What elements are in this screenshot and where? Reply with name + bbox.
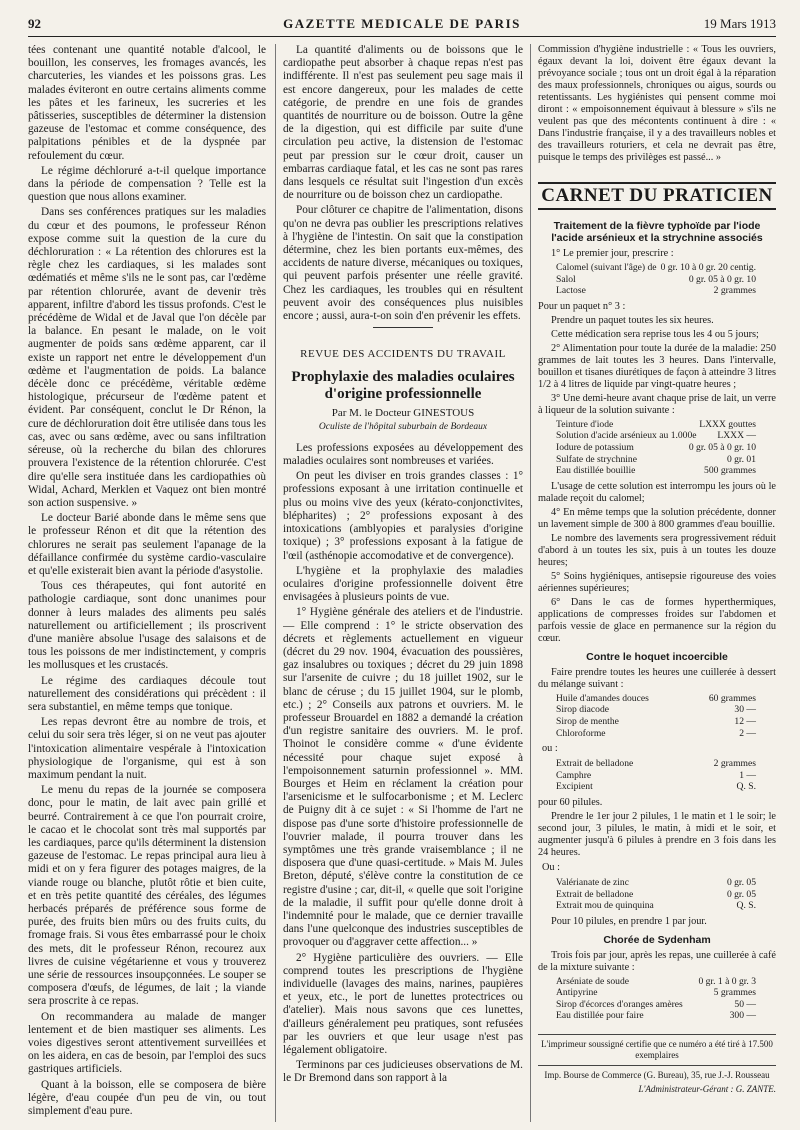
prescription-line: Calomel (suivant l'âge) de 0 gr. 10 à 0 gr. 20 centig.	[556, 262, 756, 273]
journal-title: GAZETTE MEDICALE DE PARIS	[283, 16, 521, 31]
page-number: 92	[28, 16, 41, 31]
paragraph: Les professions exposées au développement des maladies oculaires sont nombreuses et variées.	[283, 441, 523, 468]
prescription-line: Eau distillée bouillie 500 grammes	[556, 465, 756, 477]
paragraph: Prendre le 1er jour 2 pilules, 1 le matin et 1 le soir; le second jour, 3 pilules, le matin, à midi et le soir, et augmenter jusqu'à 6 pilules à prendre en 3 fois dans les 24 heures.	[538, 810, 776, 858]
prescription-line: Extrait mou de quinquina Q. S.	[556, 900, 756, 912]
article-title: Prophylaxie des maladies oculaires d'origine professionnelle	[291, 369, 515, 403]
paragraph: Le régime déchloruré a-t-il quelque importance dans la période de compensation ? Telle est la question que nous allons examiner.	[28, 164, 266, 204]
recipe-title: Traitement de la fièvre typhoïde par l'iode l'acide arsénieux et la strychnine associés	[551, 220, 763, 244]
prescription	[556, 419, 756, 477]
paragraph: Le régime des cardiaques découle tout naturellement des considérations qui précèdent : il sera substantiel, en même temps que tonique.	[28, 674, 266, 713]
paragraph: 1° Hygiène générale des ateliers et de l'industrie. — Elle comprend : 1° le stricte observation des décrets et règlements actuellement en vigueur (décret du 29 nov. 1904, évacuation des poussières, gaz insalubres ou toxiques ; décret du 29 juin 1898 sur l'arsenite de cuivre ; du 18 juillet 1902, sur le blanc de céruse ; du 15 juillet 1904, sur le plomb, etc.) ; 2° Conseils aux patrons et ouvriers. M. le professeur Brouardel en 1882 a demandé la création d'un registre sanitaire des ouvriers. M. le prof. Thoinot le considère comme « d'une évidente nécessité pour chaque sujet exposé à l'empoisonnement saturnin professionnel ». MM. Bourges et Heim en réclament la création pour l'arsenicisme et le sulfocarbonisme ; et M. Leclerc de Puigny dit à ce sujet : « Si l'homme de l'art ne dispose pas d'une sorte d'histoire professionnelle de l'ouvrier malade, il pourra trouver dans les symptômes une très grande vraisemblance ; il ne disposera que d'une quasi-certitude. » Mais M. Jules Breton, député, s'élève contre la constitution de ce registre d'usine ; car, dit-il, « quelle que soit l'origine de la maladie, il suffit pour qu'elle donne droit à l'indemnité pour le malade, que ce dernier travaille dans l'une quelconque des industries susceptibles de provoquer ou d'aggraver cette affection... »	[283, 606, 523, 949]
prescription-line: Solution d'acide arsénieux au 1.000e LXXX —	[556, 430, 756, 442]
paragraph: L'hygiène et la prophylaxie des maladies oculaires d'origine professionnelle doivent être envisagées à plusieurs points de vue.	[283, 564, 523, 604]
prescription-line: Excipient Q. S.	[556, 781, 756, 793]
paragraph: 3° Une demi-heure avant chaque prise de lait, un verre à liqueur de la solution suivante :	[538, 392, 776, 416]
alternative-label: Ou :	[542, 861, 561, 873]
paragraph: L'usage de cette solution est interrompu les jours où le malade reçoit du calomel;	[538, 480, 776, 504]
prescription-line: Iodure de potassium 0 gr. 05 à 0 gr. 10	[556, 441, 756, 453]
prescription-line: Antipyrine 5 grammes	[556, 987, 756, 999]
article-byline: Par M. le Docteur GINESTOUS	[331, 407, 475, 420]
column-rule	[530, 44, 531, 1122]
section-heading: REVUE DES ACCIDENTS DU TRAVAIL	[300, 348, 506, 361]
paragraph: Tous ces thérapeutes, qui font autorité en pathologie cardiaque, sont donc unanimes pour donner à leurs malades des aliments peu salés naturellement ou artificiellement ; ils proscrivent d'une manière absolue l'usage des salaisons et de tous les poissons de mer indistinctement, y compris les mollusques et les crustacés.	[28, 580, 266, 672]
prescription-line: Extrait de belladone 2 grammes	[556, 758, 756, 770]
prescription	[556, 693, 756, 739]
paragraph: pour 60 pilules.	[538, 796, 603, 808]
paragraph: Le menu du repas de la journée se composera donc, pour le matin, de lait avec pain grillé et beurré. Contrairement à ce que l'on pourrait croire, le cacao et le chocolat sont très mal supportés par les cardiaques, parce qu'ils déterminent la distension gazeuse de l'estomac. Le repas principal aura lieu à midi et on y fera figurer des potages maigres, de la viande rouge ou blanche, plutôt rôtie et bien cuite, et en très petite quantité des céréales, des légumes herbacés préparés de préférence sous forme de purée, des fruits bien mûrs ou des fruits cuits, du fromage frais. Si vous êtes embarrassé pour le choix des mets, dit le professeur Rénon, recourez aux livres de cuisine végétarienne et vous y trouverez une série de ressources insoupçonnées. Le souper se composera d'œufs, de légumes, de lait ; la viande sera proscrite à ce repas.	[28, 784, 266, 1008]
prescription	[556, 262, 756, 297]
paragraph: Dans ses conférences pratiques sur les maladies du cœur et des poumons, le professeur Rénon expose comme suit la question de la cure du déchloruration : « La rétention des chlorures est la règle chez les cardiaques, si les malades sont œdématiés et même s'ils ne le sont pas, car l'œdème par rétention chlorurée, avant de devenir très apparent, infiltre d'abord les tissus profonds. C'est le précédème de Widal et de Javal que l'on décèle par la balance. En pesant le malade, on le voit augmenter de poids sans œdème apparent, car il existe un rapport net entre le développement d'un œdème et l'augmentation de poids. La balance décèle donc ce précédème, véritable œdème histologique, précurseur de l'œdème patent et évident. Par conséquent, conclut le Dr Rénon, la cure de déchloruration doit être utilisée dans tous les cas, avec ou sans œdème, avec ou sans infiltration séreuse, où la recherche du bilan des chlorures prouvera l'existence de la rétention chlorurée. C'est dire qu'elle sera instituée dans les cardiopathies où Widal, Achard, Merklen et Vaquez ont bien montré son action suspensive. »	[28, 206, 266, 509]
column-2	[283, 44, 523, 1122]
prescription-line: Chloroforme 2 —	[556, 727, 756, 739]
carnet-heading: CARNET DU PRATICIEN	[538, 182, 776, 210]
recipe-title: Contre le hoquet incoercible	[586, 650, 728, 663]
prescription-line: Extrait de belladone 0 gr. 05	[556, 888, 756, 900]
prescription-line: Sirop diacode 30 —	[556, 704, 756, 716]
paragraph: Terminons par ces judicieuses observations de M. le Dr Bremond dans son rapport à la	[283, 1059, 523, 1085]
prescription-line: Valérianate de zinc 0 gr. 05	[556, 876, 756, 888]
column-rule	[275, 44, 276, 1122]
prescription-line: Huile d'amandes douces 60 grammes	[556, 692, 756, 704]
prescription-line: Eau distillée pour faire 300 —	[556, 1010, 756, 1022]
paragraph: Prendre un paquet toutes les six heures.	[551, 314, 714, 326]
paragraph: Pour un paquet n° 3 :	[538, 300, 626, 312]
printer-imprint: Imp. Bourse de Commerce (G. Bureau), 35, rue J.-J. Rousseau	[538, 1065, 776, 1081]
issue-date: 19 Mars 1913	[703, 16, 776, 31]
prescription	[556, 758, 756, 793]
column-1	[28, 44, 266, 1122]
prescription-line: Teinture d'iode LXXX gouttes	[556, 418, 756, 430]
recipe-title: Chorée de Sydenham	[603, 933, 711, 946]
paragraph: 2° Alimentation pour toute la durée de la maladie: 250 grammes de lait toutes les 3 heures. Dans l'intervalle, bouillon et tisanes diurétiques de façon à atteindre 3 litres 1/2 à 4 litres de liquide par vingt-quatre heures ;	[538, 342, 776, 390]
paragraph: 4° En même temps que la solution précédente, donner un lavement simple de 300 à 800 grammes d'eau bouillie.	[538, 506, 776, 530]
page-header	[28, 16, 776, 37]
paragraph: tées contenant une quantité notable d'alcool, le bouillon, les conserves, les fromages avancés, les charcuteries, les viandes et les poissons gras. Les malades éviteront en outre certains aliments comme les pâtes et les farineux, les sucreries et les pâtisseries, susceptibles de déterminer la distension gazeuse de l'estomac et comme conséquence, des palpitations pénibles et de la dyspnée par refoulement du cœur.	[28, 44, 266, 162]
paragraph: On peut les diviser en trois grandes classes : 1° professions exposant à une irritation continuelle et plus ou moins vive des yeux (kérato-conjonctivites, blépharites) ; 2° professions exposant à des intoxications (amblyopies et paralysies d'origine toxique) ; 3° professions exposant à la fatigue de l'œil (asthénopie accomodative et de convergence).	[283, 470, 523, 562]
paragraph: Trois fois par jour, après les repas, une cuillerée à café de la mixture suivante :	[538, 949, 776, 973]
alternative-label: ou :	[542, 743, 558, 755]
printer-certification: L'imprimeur soussigné certifie que ce numéro a été tiré à 17.500 exemplaires	[538, 1034, 776, 1061]
prescription-line: Salol 0 gr. 05 à 0 gr. 10	[556, 273, 756, 285]
paragraph: Commission d'hygiène industrielle : « Tous les ouvriers, égaux devant la loi, doivent être égaux devant la prévoyance sociale ; tous ont un droit égal à la réparation des maux professionnels, chroniques ou aigus, sourds ou retentissants. Les hygiénistes qui pensent comme moi diront : « empoisonnement équivaut à blessure » s'ils ne veulent pas que des mécontents continuent à dire : « Dans l'industrie française, il y a des travailleurs nobles et des travailleurs roturiers, et cela ne devrait pas être, puisque le temps des privilèges est passé... »	[538, 44, 776, 163]
prescription-line: Lactose 2 grammes	[556, 285, 756, 297]
paragraph: Pour clôturer ce chapitre de l'alimentation, disons qu'on ne devra pas oublier les prescriptions relatives à l'hygiène de l'intestin. On sait que la constipation détermine, chez les bien portants eux-mêmes, des accidents de nature diverse, mécaniques ou toxiques, qui peuvent parfois présenter une réelle gravité. Chez les cardiaques, les troubles qui en résultent peuvent avoir des conséquences plus nuisibles encore ; aussi, aura-t-on soin d'en prévenir les effets.	[283, 204, 523, 323]
separator	[373, 327, 433, 328]
manager-signature: L'Administrateur-Gérant : G. ZANTE.	[638, 1084, 776, 1095]
prescription-line: Arséniate de soude 0 gr. 1 à 0 gr. 3	[556, 975, 756, 987]
paragraph: Quant à la boisson, elle se composera de bière légère, d'eau coupée d'un peu de vin, ou tout simplement d'eau pure.	[28, 1078, 266, 1118]
column-3	[538, 44, 776, 1122]
paragraph: Le nombre des lavements sera progressivement réduit d'abord à un toutes les six, puis à un toutes les douze heures;	[538, 532, 776, 568]
author-affiliation: Oculiste de l'hôpital suburbain de Bordeaux	[318, 421, 488, 432]
paragraph: Le docteur Barié abonde dans le même sens que le professeur Rénon et dit que la rétention des chlorures ne serait pas seulement l'apanage de la défaillance confirmée du système cardio-vasculaire et qu'elle existerait bien avant la période d'asystolie.	[28, 512, 266, 577]
prescription-line: Sulfate de strychnine 0 gr. 01	[556, 453, 756, 465]
paragraph: La quantité d'aliments ou de boissons que le cardiopathe peut absorber à chaque repas n'est pas indifférente. Il n'est pas seulement peu sage mais il est encore dangereux, pour les malades de cette catégorie, de prendre en une fois de grandes quantités de nourriture ou de boisson. Outre la gêne de la digestion, qui est difficile par suite d'une circulation peu active, la distension de l'estomac peut par pression sur le cœur droit, causer un embarras cardiaque fatal, et les cas ne sont pas rares dans lesquels ce résultat suit l'ingestion d'un excès de nourriture ou de boisson chez un cardiopathe.	[283, 44, 523, 202]
paragraph: Pour 10 pilules, en prendre 1 par jour.	[551, 915, 707, 927]
prescription-line: Camphre 1 —	[556, 769, 756, 781]
paragraph: 6° Dans le cas de formes hyperthermiques, applications de compresses froides sur l'abdomen et parfois vessie de glace en permanence sur la région du cœur.	[538, 596, 776, 644]
prescription-line: Sirop de menthe 12 —	[556, 715, 756, 727]
prescription-line: Sirop d'écorces d'oranges amères 50 —	[556, 998, 756, 1010]
prescription	[556, 877, 756, 912]
paragraph: 2° Hygiène particulière des ouvriers. — Elle comprend toutes les prescriptions de l'hygiène individuelle (lavages des mains, narines, paupières et yeux, etc., le port de lunettes protectrices ou d'atelier). Mais nous savons que ces lunettes, d'ailleurs généralement peu pratiques, sont refusées par les ouvriers et que leur usage n'est pas légalement obligatoire.	[283, 951, 523, 1057]
paragraph: Les repas devront être au nombre de trois, et celui du soir sera très léger, si on ne veut pas ajouter l'intoxication alimentaire vespérale à l'intoxication physiologique de l'organisme, qui est à son maximum pendant la nuit.	[28, 716, 266, 781]
paragraph: 1° Le premier jour, prescrire :	[551, 248, 674, 259]
paragraph: On recommandera au malade de manger lentement et de bien mastiquer ses aliments. Les voies digestives seront attentivement surveillées et on les aidera, en cas de besoin, par l'emploi des sucs gastriques artificiels.	[28, 1010, 266, 1076]
prescription	[556, 976, 756, 1022]
paragraph: 5° Soins hygiéniques, antisepsie rigoureuse des voies aériennes supérieures;	[538, 570, 776, 594]
paragraph: Faire prendre toutes les heures une cuillerée à dessert du mélange suivant :	[538, 666, 776, 690]
paragraph: Cette médication sera reprise tous les 4 ou 5 jours;	[551, 328, 759, 340]
